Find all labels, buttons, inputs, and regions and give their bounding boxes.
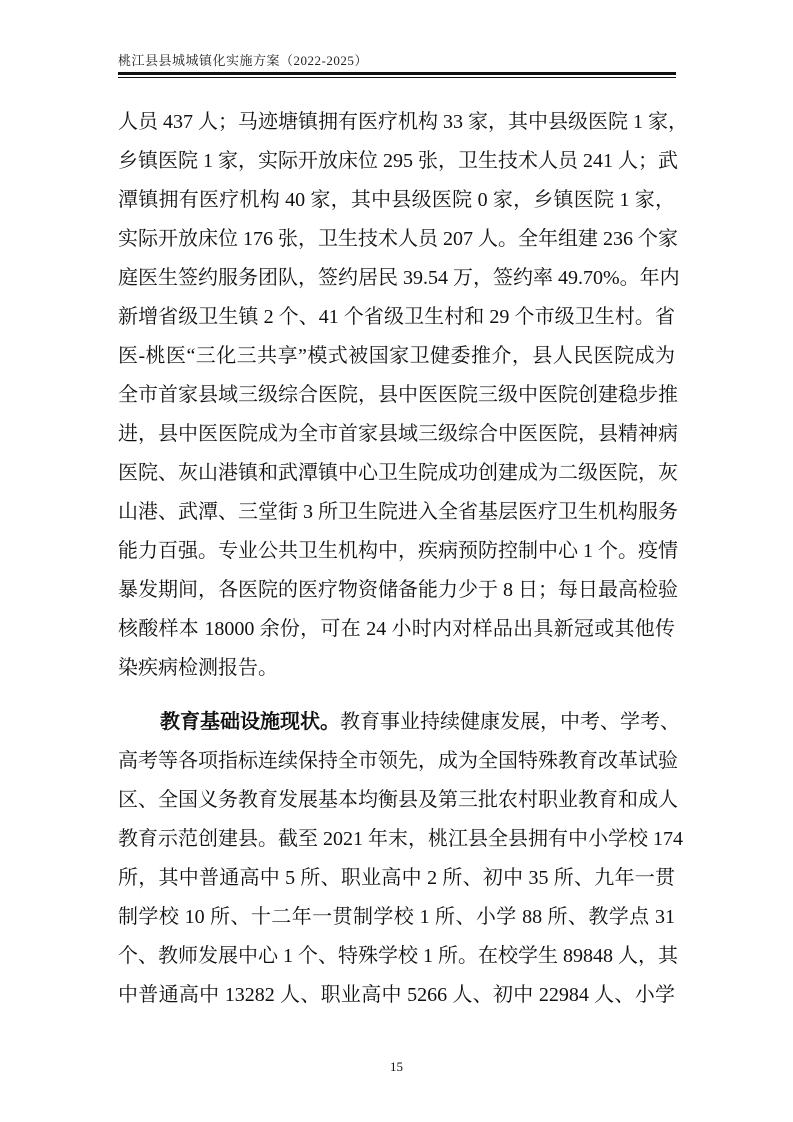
text-line: 暴发期间，各医院的医疗物资储备能力少于 8 日；每日最高检验 (118, 579, 678, 601)
text-line: 染疾病检测报告。 (118, 657, 278, 679)
running-header: 桃江县县城城镇化实施方案（2022-2025） (118, 53, 368, 68)
text-line: 个、教师发展中心 1 个、特殊学校 1 所。在校学生 89848 人，其 (118, 945, 678, 967)
page-number: 15 (390, 1059, 403, 1074)
text-line: 全市首家县域三级综合医院，县中医医院三级中医院创建稳步推 (118, 384, 678, 406)
text-line: 医-桃医“三化三共享”模式被国家卫健委推介，县人民医院成为 (118, 345, 675, 367)
text-line (118, 707, 680, 746)
text-line: 乡镇医院 1 家，实际开放床位 295 张，卫生技术人员 241 人；武 (118, 150, 678, 172)
text-line: 庭医生签约服务团队，签约居民 39.54 万，签约率 49.70%。年内 (118, 267, 680, 289)
text-line: 能力百强。专业公共卫生机构中，疾病预防控制中心 1 个。疫情 (118, 540, 678, 562)
text-line: 教育示范创建县。截至 2021 年末，桃江县全县拥有中小学校 174 (118, 828, 683, 850)
text-line: 山港、武潭、三堂街 3 所卫生院进入全省基层医疗卫生机构服务 (118, 501, 678, 523)
header-rule-thick (118, 72, 676, 75)
text-line: 高考等各项指标连续保持全市领先，成为全国特殊教育改革试验 (118, 750, 678, 772)
text-line: 人员 437 人；马迹塘镇拥有医疗机构 33 家，其中县级医院 1 家， (118, 111, 688, 133)
text-line: 潭镇拥有医疗机构 40 家，其中县级医院 0 家，乡镇医院 1 家， (118, 189, 675, 211)
header-rule-thin (118, 77, 676, 78)
text-line: 核酸样本 18000 余份，可在 24 小时内对样品出具新冠或其他传 (118, 618, 675, 640)
text-line: 进，县中医医院成为全市首家县域三级综合中医医院，县精神病 (118, 423, 678, 445)
text-line: 区、全国义务教育发展基本均衡县及第三批农村职业教育和成人 (118, 789, 678, 811)
section-heading: 教育基础设施现状。 (160, 711, 340, 733)
text-line: 中普通高中 13282 人、职业高中 5266 人、初中 22984 人、小学 (118, 984, 675, 1006)
text-line: 实际开放床位 176 张，卫生技术人员 207 人。全年组建 236 个家 (118, 228, 678, 250)
text-line: 医院、灰山港镇和武潭镇中心卫生院成功创建成为二级医院，灰 (118, 462, 678, 484)
paragraph-education (118, 707, 683, 1019)
text-line: 新增省级卫生镇 2 个、41 个省级卫生村和 29 个市级卫生村。省 (118, 306, 675, 328)
text-line: 制学校 10 所、十二年一贯制学校 1 所、小学 88 所、教学点 31 (118, 906, 675, 928)
document-body (118, 107, 688, 1019)
text-run: 教育事业持续健康发展，中考、学考、 (340, 711, 680, 733)
paragraph-health (118, 107, 688, 692)
text-line: 所，其中普通高中 5 所、职业高中 2 所、初中 35 所、九年一贯 (118, 867, 675, 889)
